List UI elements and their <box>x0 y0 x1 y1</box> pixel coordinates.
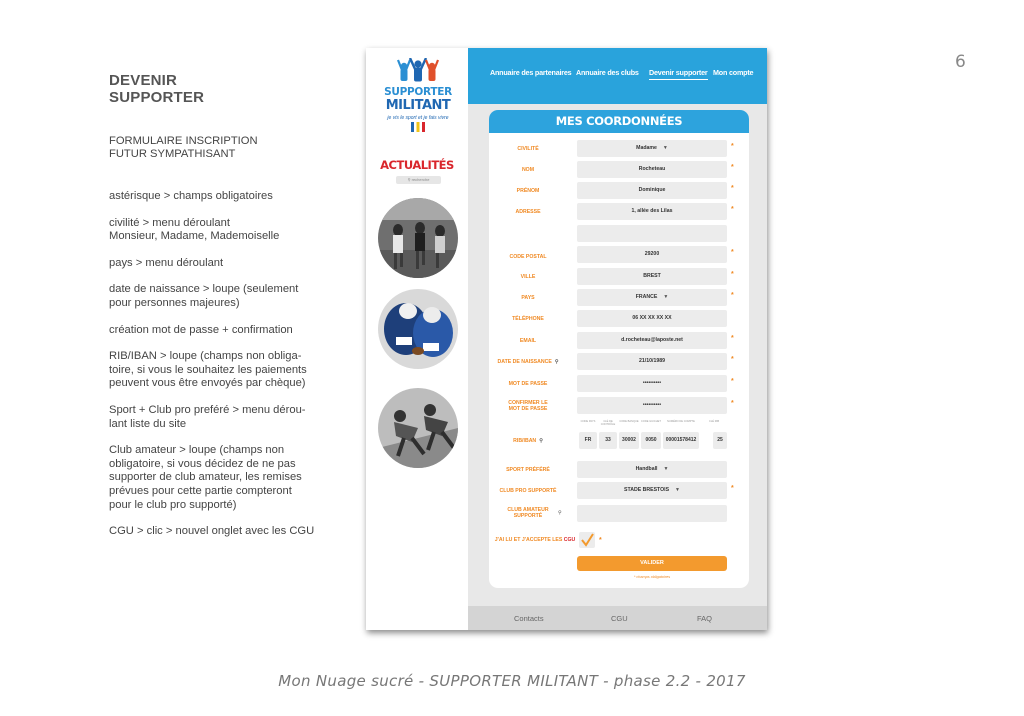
note-item: RIB/IBAN > loupe (champs non obliga- toire, si vous le souhaitez les paiements peuvent vous être envoyés par chèque) <box>109 350 307 390</box>
required-asterisk: * <box>731 271 734 278</box>
email-field[interactable]: d.rocheteau@laposte.net <box>577 332 727 349</box>
supporter-militant-logo[interactable] <box>378 58 458 138</box>
telephone-field[interactable]: 06 XX XX XX XX <box>577 310 727 327</box>
email-label: EMAIL <box>519 338 537 344</box>
logo-line-1: SUPPORTER <box>384 86 452 98</box>
prenom-field[interactable]: Dominique <box>577 182 727 199</box>
magnifier-icon[interactable]: ⚲ <box>558 510 562 516</box>
runners-image <box>378 198 458 278</box>
page-number: 6 <box>955 52 966 72</box>
club-pro-select[interactable]: STADE BRESTOIS ▼ <box>577 482 727 499</box>
chevron-down-icon: ▼ <box>662 145 668 151</box>
rib-cle-controle-field[interactable]: 33 <box>599 432 617 449</box>
club-amateur-field[interactable] <box>577 505 727 522</box>
rib-cle-field[interactable]: 25 <box>713 432 727 449</box>
rib-caption: CLÉ DE CONTRÔLE <box>600 420 616 426</box>
news-title[interactable]: ACTUALITÉS <box>380 158 454 172</box>
ville-field[interactable]: BREST <box>577 268 727 285</box>
civilite-label: CIVILITÉ <box>517 146 539 152</box>
required-asterisk: * <box>731 335 734 342</box>
confirm-mot-de-passe-field[interactable]: •••••••••• <box>577 397 727 414</box>
mot-de-passe-label: MOT DE PASSE <box>508 381 548 387</box>
magnifier-icon[interactable]: ⚲ <box>539 438 543 444</box>
presentation-caption: Mon Nuage sucré - SUPPORTER MILITANT - phase 2.2 - 2017 <box>278 672 746 690</box>
telephone-label: TÉLÉPHONE <box>512 316 544 322</box>
news-photo-runners[interactable] <box>378 198 458 278</box>
nav-become-supporter[interactable]: Devenir supporter <box>649 68 708 80</box>
note-item: date de naissance > loupe (seulement pour personnes majeures) <box>109 283 299 309</box>
required-asterisk: * <box>731 206 734 213</box>
top-navigation <box>468 48 767 104</box>
news-search-input[interactable]: ⚲ recherche <box>396 176 441 184</box>
rib-caption: NUMÉRO DE COMPTE <box>667 420 695 423</box>
club-pro-label: CLUB PRO SUPPORTÉ <box>499 488 557 494</box>
date-naissance-label: DATE DE NAISSANCE ⚲ <box>497 359 559 365</box>
nav-my-account[interactable]: Mon compte <box>713 68 754 77</box>
note-item: astérisque > champs obligatoires <box>109 190 273 202</box>
code-postal-field[interactable]: 29200 <box>577 246 727 263</box>
note-item: civilité > menu déroulant Monsieur, Madame, Mademoiselle <box>109 216 280 243</box>
required-asterisk: * <box>731 378 734 385</box>
required-asterisk: * <box>731 400 734 407</box>
notes-list <box>109 190 334 539</box>
news-photo-football[interactable] <box>378 289 458 369</box>
required-fields-note: * champs obligatoires <box>633 575 671 579</box>
required-asterisk: * <box>731 249 734 256</box>
main-content <box>468 48 767 630</box>
required-asterisk: * <box>731 164 734 171</box>
sport-prefere-select[interactable]: Handball ▼ <box>577 461 727 478</box>
registration-form <box>489 110 749 588</box>
website-mockup <box>366 48 767 630</box>
notes-title: DEVENIR SUPPORTER <box>109 72 205 106</box>
annotation-notes <box>109 72 334 552</box>
adresse-line2-field[interactable] <box>577 225 727 242</box>
adresse-field[interactable]: 1, allée des Lilas <box>577 203 727 220</box>
pays-select[interactable]: FRANCE ▼ <box>577 289 727 306</box>
note-item: Sport + Club pro preféré > menu dérou- lant liste du site <box>109 403 306 430</box>
pays-label: PAYS <box>521 295 535 301</box>
tricolor-figures-icon <box>411 122 425 132</box>
note-item: création mot de passe + confirmation <box>109 323 293 336</box>
civilite-select[interactable]: Madame ▼ <box>577 140 727 157</box>
code-postal-label: CODE POSTAL <box>509 254 547 260</box>
footer-cgu-link[interactable]: CGU <box>611 614 628 623</box>
rib-caption: CLÉ RIB <box>708 420 720 423</box>
rib-numero-compte-field[interactable]: 00001578412 <box>663 432 699 449</box>
cgu-link[interactable]: CGU <box>563 537 576 543</box>
required-asterisk: * <box>731 185 734 192</box>
rib-code-guichet-field[interactable]: 0050 <box>641 432 661 449</box>
club-amateur-label: CLUB AMATEUR SUPPORTÉ <box>507 507 549 519</box>
cgu-label: J'AI LU ET J'ACCEPTE LES CGU <box>494 537 576 543</box>
nav-clubs-directory[interactable]: Annuaire des clubs <box>576 68 639 77</box>
confirm-mot-de-passe-label: CONFIRMER LE MOT DE PASSE <box>508 400 548 412</box>
nom-label: NOM <box>521 167 535 173</box>
note-item: pays > menu déroulant <box>109 256 224 269</box>
required-asterisk: * <box>599 537 602 544</box>
required-asterisk: * <box>731 356 734 363</box>
football-image <box>378 289 458 369</box>
prenom-label: PRÉNOM <box>516 188 540 194</box>
sport-prefere-label: SPORT PRÉFÉRÉ <box>506 467 550 473</box>
chevron-down-icon: ▼ <box>663 466 669 472</box>
chevron-down-icon: ▼ <box>663 294 669 300</box>
required-asterisk: * <box>731 292 734 299</box>
required-asterisk: * <box>731 143 734 150</box>
supporters-logo-icon <box>396 58 440 84</box>
nav-partners-directory[interactable]: Annuaire des partenaires <box>490 68 572 77</box>
checkmark-icon <box>579 532 595 548</box>
adresse-label: ADRESSE <box>515 209 541 215</box>
required-asterisk: * <box>731 485 734 492</box>
validate-button[interactable]: VALIDER <box>577 556 727 571</box>
site-footer <box>468 606 767 630</box>
note-item: CGU > clic > nouvel onglet avec les CGU <box>109 525 315 538</box>
rib-caption: CODE PAYS <box>580 420 596 423</box>
search-icon: ⚲ <box>407 177 411 182</box>
rib-caption: CODE BANQUE <box>619 420 639 423</box>
nom-field[interactable]: Rocheteau <box>577 161 727 178</box>
chevron-down-icon: ▼ <box>675 487 680 493</box>
rib-caption: CODE GUICHET <box>641 420 661 423</box>
mot-de-passe-field[interactable]: •••••••••• <box>577 375 727 392</box>
date-naissance-field[interactable]: 21/10/1989 <box>577 353 727 370</box>
form-title: MES COORDONNÉES <box>489 110 749 133</box>
cgu-checkbox[interactable] <box>579 532 595 548</box>
news-photo-sprint[interactable] <box>378 388 458 468</box>
footer-faq-link[interactable]: FAQ <box>697 614 713 623</box>
logo-line-2: MILITANT <box>385 98 451 113</box>
rib-code-pays-field[interactable]: FR <box>579 432 597 449</box>
sidebar <box>366 48 468 630</box>
footer-contacts-link[interactable]: Contacts <box>514 614 544 623</box>
ville-label: VILLE <box>520 274 536 280</box>
note-item: Club amateur > loupe (champs non obligatoire, si vous décidez de ne pas supporter de club amateur, les remises prévues pour cette partie compteront pour le club pro supporté) <box>109 444 302 511</box>
logo-tagline: je vis le sport et je fais vivre <box>387 115 449 121</box>
notes-subtitle: FORMULAIRE INSCRIPTION FUTUR SYMPATHISANT <box>109 135 258 160</box>
rib-code-banque-field[interactable]: 30002 <box>619 432 639 449</box>
rib-iban-label: RIB/IBAN ⚲ <box>513 438 543 444</box>
magnifier-icon[interactable]: ⚲ <box>554 359 559 365</box>
sprint-image <box>378 388 458 468</box>
